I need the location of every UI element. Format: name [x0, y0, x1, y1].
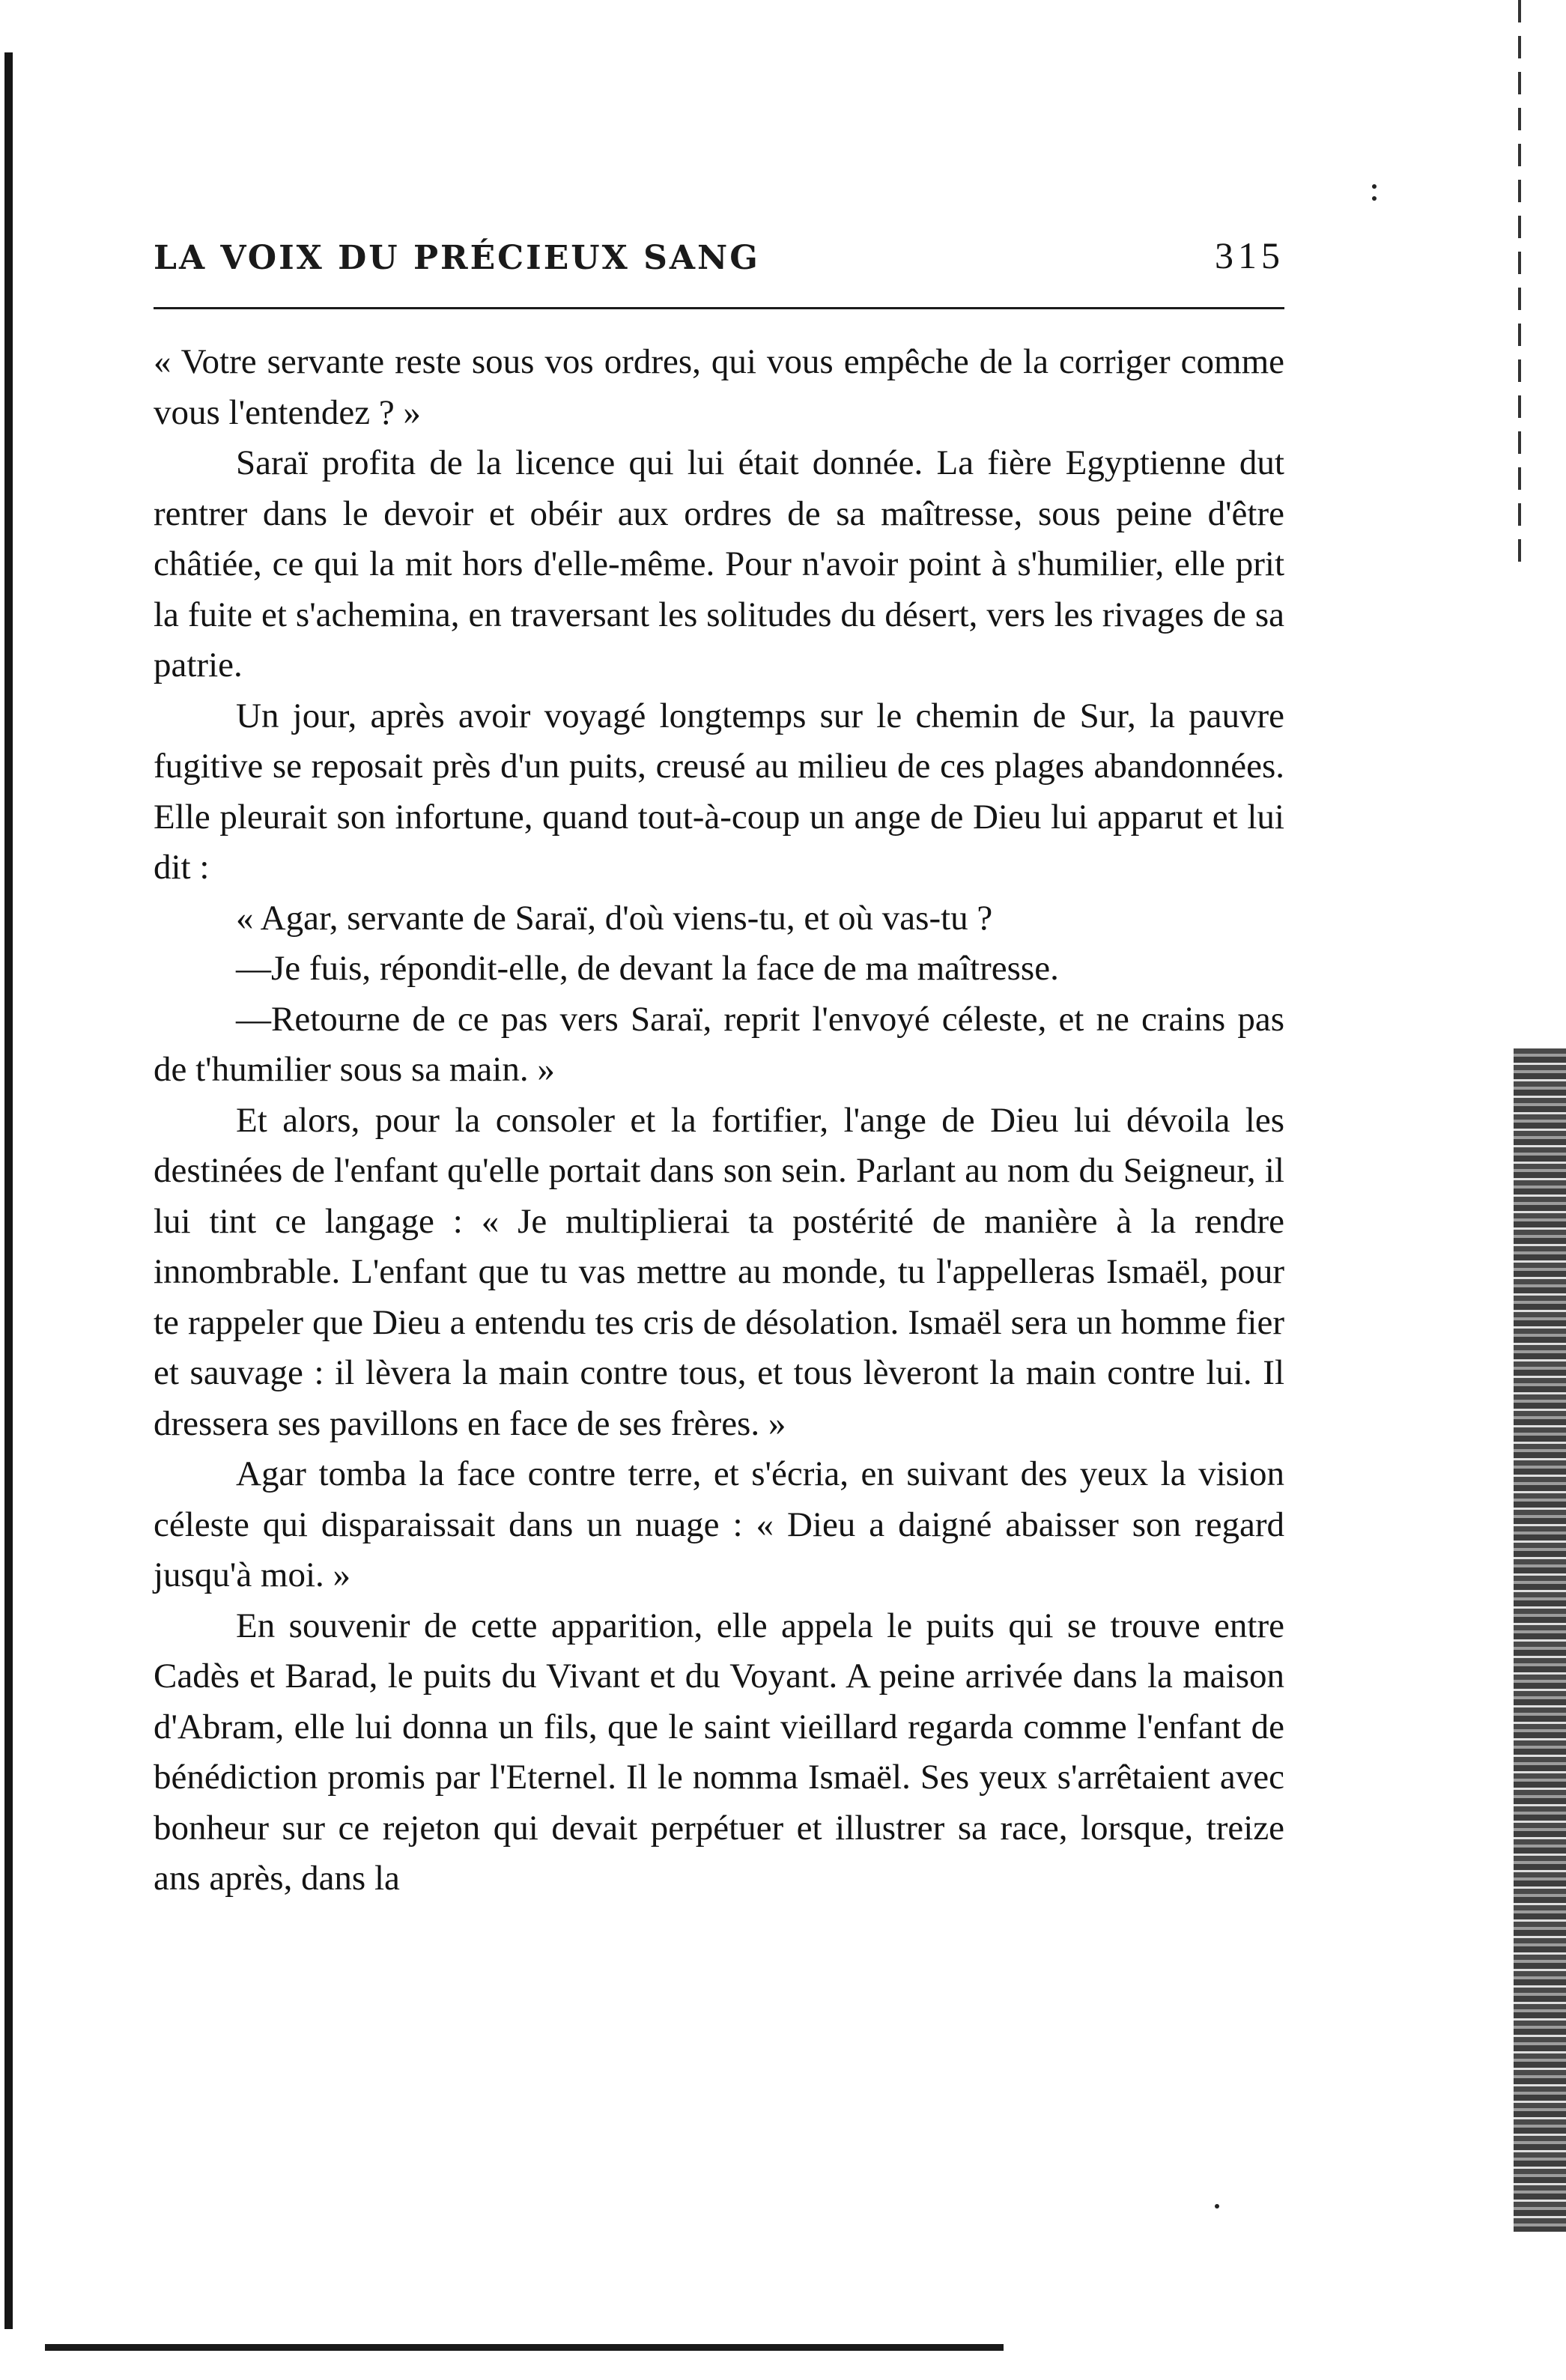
paragraph: En souvenir de cette apparition, elle appela le puits qui se trouve entre Cadès et Barad, le puits du Vivant et du Voyant. A peine arrivée dans la maison d'Abram, elle lui donna un fils, que le saint vieillard regarda comme l'enfant de bénédiction promis par l'Eternel. Il le nomma Ismaël. Ses yeux s'arrêtaient avec bonheur sur ce rejeton qui devait perpétuer et illustrer sa race, lorsque, treize ans après, dans la	[154, 1606, 1284, 1898]
paragraph: « Votre servante reste sous vos ordres, qui vous empêche de la corriger comme vous l'entendez ? »	[154, 342, 1284, 432]
body-text	[154, 337, 1284, 1904]
page-number: 315	[1215, 234, 1284, 276]
paragraph: —Je fuis, répondit-elle, de devant la face de ma maîtresse.	[236, 949, 1059, 988]
scan-speck	[1372, 184, 1377, 189]
paragraph: Agar tomba la face contre terre, et s'écria, en suivant des yeux la vision céleste qui disparaissait dans un nuage : « Dieu a daigné abaisser son regard jusqu'à moi. »	[154, 1454, 1284, 1594]
header-rule	[154, 307, 1284, 309]
paragraph: Saraï profita de la licence qui lui était donnée. La fière Egyptienne dut rentrer dans le devoir et obéir aux ordres de sa maîtresse, sous peine d'être châtiée, ce qui la mit hors d'elle-même. Pour n'avoir point à s'humilier, elle prit la fuite et s'achemina, en traversant les solitudes du désert, vers les rivages de sa patrie.	[154, 443, 1284, 684]
scan-speck	[1215, 2204, 1219, 2209]
running-head	[154, 225, 1284, 277]
running-title: LA VOIX DU PRÉCIEUX SANG	[154, 239, 760, 277]
paragraph: —Retourne de ce pas vers Saraï, reprit l'envoyé céleste, et ne crains pas de t'humilier sous sa main. »	[154, 999, 1284, 1089]
scan-edge-right-top	[1518, 0, 1521, 569]
paragraph: « Agar, servante de Saraï, d'où viens-tu, et où vas-tu ?	[236, 898, 993, 938]
scan-edge-right	[1514, 1048, 1566, 2232]
scan-speck	[1372, 196, 1377, 201]
scan-edge-bottom	[45, 2344, 1004, 2351]
scan-edge-left	[4, 52, 13, 2329]
paragraph: Un jour, après avoir voyagé longtemps sur le chemin de Sur, la pauvre fugitive se reposait près d'un puits, creusé au milieu de ces plages abandonnées. Elle pleurait son infortune, quand tout-à-coup un ange de Dieu lui apparut et lui dit :	[154, 696, 1284, 887]
paragraph: Et alors, pour la consoler et la fortifier, l'ange de Dieu lui dévoila les destinées de l'enfant qu'elle portait dans son sein. Parlant au nom du Seigneur, il lui tint ce langage : « Je multiplierai ta postérité de manière à la rendre innombrable. L'enfant que tu vas mettre au monde, tu l'appelleras Ismaël, pour te rappeler que Dieu a entendu tes cris de désolation. Ismaël sera un homme fier et sauvage : il lèvera la main contre tous, et tous lèveront la main contre lui. Il dressera ses pavillons en face de ses frères. »	[154, 1100, 1284, 1443]
